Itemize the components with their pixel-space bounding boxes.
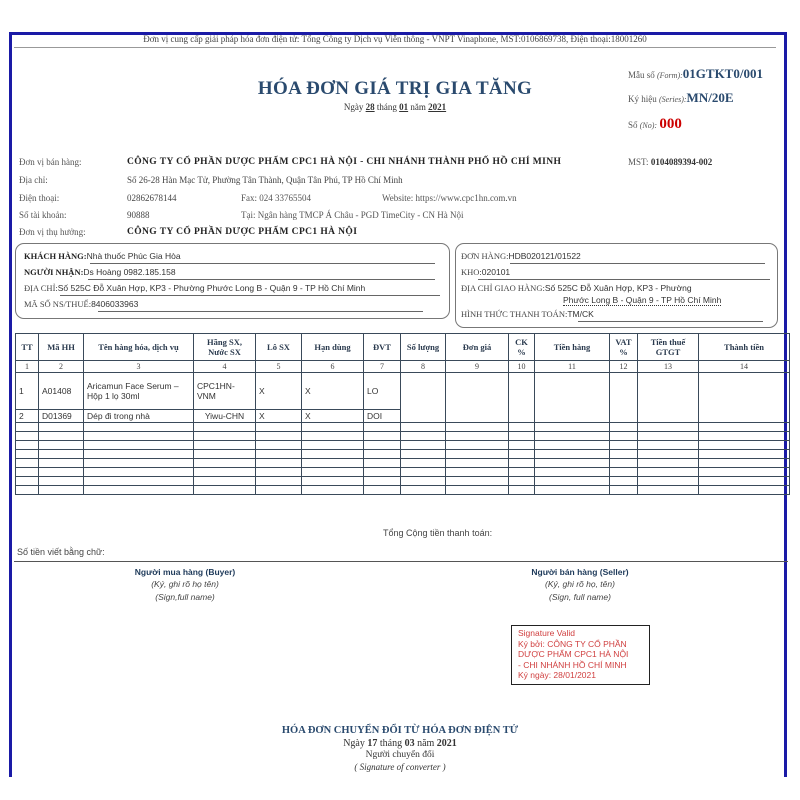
seller-beneficiary: CÔNG TY CỔ PHẦN DƯỢC PHẨM CPC1 HÀ NỘI — [127, 227, 358, 237]
amount-in-words-label: Số tiền viết bằng chữ: — [17, 547, 105, 557]
col-header: Hạn dùng — [302, 334, 364, 361]
order-delivery-line1: Số 525C Đỗ Xuân Hợp, KP3 - Phường — [544, 283, 692, 293]
buyer-address-value: Số 525C Đỗ Xuân Hợp, KP3 - Phường Phước Long B - Quận 9 - TP Hồ Chí Minh — [57, 283, 366, 293]
seller-fax-label: Fax: — [241, 193, 258, 203]
table-header-row — [16, 334, 790, 361]
stamp-signer-line2: DƯỢC PHẨM CPC1 HÀ NỘI — [518, 649, 629, 659]
col-number: 12 — [610, 361, 638, 373]
conversion-day: 17 — [367, 738, 378, 749]
order-delivery-line2 — [563, 295, 721, 306]
buyer-receiver-label: NGƯỜI NHẬN: — [24, 267, 84, 277]
buyer-signature-note-en: (Sign,full name) — [155, 592, 215, 602]
order-warehouse-label: KHO: — [461, 267, 482, 277]
cell-code: A01408 — [39, 373, 84, 410]
col-header: ĐVT — [364, 334, 401, 361]
seller-fax — [241, 193, 311, 203]
buyer-address-label: ĐỊA CHỈ: — [24, 283, 58, 293]
series-value: MN/20E — [686, 90, 734, 105]
cell-amount — [535, 373, 610, 423]
buyer-signature — [110, 567, 260, 602]
seller-tax — [628, 157, 712, 167]
converter-label: Người chuyển đổi — [365, 750, 435, 760]
seller-website — [382, 193, 517, 203]
buyer-customer — [24, 251, 181, 261]
cell-lot: X — [256, 410, 302, 423]
series-number — [628, 90, 734, 106]
table-row — [16, 373, 790, 410]
form-number — [628, 66, 763, 82]
buyer-signature-note: (Ký, ghi rõ họ tên) — [151, 579, 219, 589]
buyer-tax-value: 8406033963 — [91, 299, 139, 309]
seller-account: 90888 — [127, 210, 150, 220]
form-label: Mẫu số — [628, 70, 655, 80]
date-year: 2021 — [428, 102, 447, 112]
buyer-address — [24, 283, 365, 293]
col-header: Tên hàng hóa, dịch vụ — [84, 334, 194, 361]
underline — [478, 279, 770, 280]
series-label-en: (Series): — [659, 95, 687, 104]
table-row-empty — [16, 441, 790, 450]
seller-signature-title: Người bán hàng (Seller) — [531, 567, 629, 577]
order-number-value: HDB020121/01522 — [508, 251, 581, 261]
col-header: Tiền thuế GTGT — [638, 334, 699, 361]
table-row-empty — [16, 477, 790, 486]
cell-unit: DOI — [364, 410, 401, 423]
table-row-empty — [16, 450, 790, 459]
underline — [88, 279, 435, 280]
cell-total — [699, 373, 790, 423]
seller-website-label: Website: — [382, 193, 414, 203]
table-row-empty — [16, 423, 790, 432]
col-number: 4 — [194, 361, 256, 373]
table-row-empty — [16, 468, 790, 477]
form-value: 01GTKT0/001 — [682, 66, 763, 81]
order-warehouse-value: 020101 — [481, 267, 511, 277]
col-header: VAT % — [610, 334, 638, 361]
conversion-year-label: năm — [417, 738, 435, 749]
seller-signature-note-en: (Sign, full name) — [549, 592, 611, 602]
col-header: Mã HH — [39, 334, 84, 361]
cell-name: Aricamun Face Serum – Hộp 1 lọ 30ml — [84, 373, 194, 410]
number-value: 000 — [659, 116, 682, 132]
col-header: TT — [16, 334, 39, 361]
cell-name: Dép đi trong nhà — [84, 410, 194, 423]
cell-expiry: X — [302, 410, 364, 423]
cell-unit: LO — [364, 373, 401, 410]
date-month-label: tháng — [376, 102, 397, 112]
column-number-row — [16, 361, 790, 373]
seller-tax-label: MST: — [628, 157, 649, 167]
conversion-date — [200, 738, 600, 749]
seller-phone-label: Điện thoại: — [19, 193, 60, 203]
stamp-date: Ký ngày: 28/01/2021 — [518, 670, 596, 680]
cell-vat-amount — [638, 373, 699, 423]
number-label: Số — [628, 120, 638, 130]
order-payment — [461, 309, 594, 319]
buyer-receiver — [24, 267, 176, 277]
order-number — [461, 251, 581, 261]
table-row-empty — [16, 486, 790, 495]
col-header: Tiền hàng — [535, 334, 610, 361]
form-label-en: (Form): — [657, 71, 683, 80]
order-number-label: ĐƠN HÀNG: — [461, 251, 509, 261]
buyer-customer-value: Nhà thuốc Phúc Gia Hòa — [86, 251, 181, 261]
cell-expiry: X — [302, 373, 364, 410]
col-number: 11 — [535, 361, 610, 373]
order-delivery-line2-text: Phước Long B - Quận 9 - TP Hồ Chí Minh — [563, 295, 722, 305]
conversion-month: 03 — [404, 738, 415, 749]
col-number: 13 — [638, 361, 699, 373]
divider — [14, 561, 788, 562]
col-header: Số lượng — [401, 334, 446, 361]
digital-signature-stamp[interactable] — [511, 625, 650, 685]
col-header: Hãng SX, Nước SX — [194, 334, 256, 361]
cell-tt: 1 — [16, 373, 39, 410]
col-header: Thành tiền — [699, 334, 790, 361]
col-number: 2 — [39, 361, 84, 373]
col-number: 8 — [401, 361, 446, 373]
col-number: 10 — [509, 361, 535, 373]
buyer-tax — [24, 299, 138, 309]
table-row-empty — [16, 459, 790, 468]
cell-lot: X — [256, 373, 302, 410]
cell-manufacturer: Yiwu-CHN — [194, 410, 256, 423]
items-table — [15, 333, 790, 495]
seller-website-link[interactable]: https://www.cpc1hn.com.vn — [415, 193, 517, 203]
invoice-date — [240, 102, 550, 112]
underline — [90, 263, 435, 264]
seller-name-label: Đơn vị bán hàng: — [19, 157, 82, 167]
conversion-year: 2021 — [436, 738, 457, 749]
col-number: 5 — [256, 361, 302, 373]
date-month: 01 — [399, 102, 409, 112]
stamp-signer-line1: Ký bởi: CÔNG TY CỔ PHẦN — [518, 638, 627, 649]
col-number: 1 — [16, 361, 39, 373]
order-delivery-address — [461, 283, 692, 293]
converter-signature: ( Signature of converter ) — [354, 762, 446, 772]
seller-name: CÔNG TY CỔ PHẦN DƯỢC PHẨM CPC1 HÀ NỘI - CHI NHÁNH THÀNH PHỐ HỒ CHÍ MINH — [127, 157, 562, 167]
col-number: 14 — [699, 361, 790, 373]
underline — [60, 295, 440, 296]
underline — [578, 321, 763, 322]
col-header: Lô SX — [256, 334, 302, 361]
cell-price — [446, 373, 509, 423]
total-payment-label: Tổng Cộng tiền thanh toán: — [383, 528, 493, 538]
seller-address-label: Địa chỉ: — [19, 175, 48, 185]
cell-manufacturer: CPC1HN-VNM — [194, 373, 256, 410]
buyer-receiver-value: Ds Hoàng 0982.185.158 — [83, 267, 176, 277]
series-label: Ký hiệu — [628, 94, 657, 104]
buyer-signature-title: Người mua hàng (Buyer) — [134, 567, 236, 577]
order-payment-label: HÌNH THỨC THANH TOÁN: — [461, 309, 568, 319]
cell-code: D01369 — [39, 410, 84, 423]
seller-phone: 02862678144 — [127, 193, 177, 203]
col-number: 7 — [364, 361, 401, 373]
col-number: 6 — [302, 361, 364, 373]
cell-vat — [610, 373, 638, 423]
seller-tax-code: 0104089394-002 — [650, 157, 713, 167]
underline — [510, 263, 765, 264]
invoice-title: HÓA ĐƠN GIÁ TRỊ GIA TĂNG — [257, 78, 533, 99]
col-header: Đơn giá — [446, 334, 509, 361]
divider — [14, 47, 776, 48]
seller-signature — [505, 567, 655, 602]
col-header: CK % — [509, 334, 535, 361]
conversion-date-prefix: Ngày — [343, 738, 365, 749]
seller-address: Số 26-28 Hàn Mạc Tử, Phường Tân Thành, Quận Tân Phú, TP Hồ Chí Minh — [127, 175, 403, 185]
col-number: 9 — [446, 361, 509, 373]
date-prefix: Ngày — [343, 102, 364, 112]
seller-fax-value: 024 33765504 — [259, 193, 312, 203]
invoice-number — [628, 116, 682, 133]
seller-signature-note: (Ký, ghi rõ họ, tên) — [545, 579, 615, 589]
cell-discount — [509, 373, 535, 423]
order-delivery-label: ĐỊA CHỈ GIAO HÀNG: — [461, 283, 545, 293]
col-number: 3 — [84, 361, 194, 373]
order-payment-value: TM/CK — [567, 309, 594, 319]
date-day: 28 — [365, 102, 375, 112]
seller-beneficiary-label: Đơn vị thụ hưởng: — [19, 227, 86, 237]
seller-bank-value: Ngân hàng TMCP Á Châu - PGD TimeCity - CN Hà Nội — [257, 210, 464, 220]
provider-line: Đơn vị cung cấp giải pháp hóa đơn điện tử: Tổng Công ty Dịch vụ Viễn thông - VNPT Vinaphone, MST:0106869738, Điện thoại:18001260 — [143, 34, 647, 44]
cell-qty — [401, 373, 446, 423]
seller-bank-label: Tại: — [241, 210, 256, 220]
table-row-empty — [16, 432, 790, 441]
conversion-title: HÓA ĐƠN CHUYỂN ĐỔI TỪ HÓA ĐƠN ĐIỆN TỬ — [281, 725, 519, 736]
underline — [98, 311, 423, 312]
cell-tt: 2 — [16, 410, 39, 423]
stamp-signer-line3: - CHI NHÁNH HỒ CHÍ MINH — [518, 659, 627, 670]
seller-bank — [241, 210, 464, 220]
conversion-month-label: tháng — [379, 738, 403, 749]
number-label-en: (No): — [639, 121, 658, 130]
seller-account-label: Số tài khoản: — [19, 210, 67, 220]
buyer-customer-label: KHÁCH HÀNG: — [24, 251, 87, 261]
date-year-label: năm — [410, 102, 426, 112]
stamp-status: Signature Valid — [518, 628, 576, 638]
buyer-tax-label: MÃ SỐ NS/THUẾ: — [24, 299, 92, 309]
order-warehouse — [461, 267, 510, 277]
